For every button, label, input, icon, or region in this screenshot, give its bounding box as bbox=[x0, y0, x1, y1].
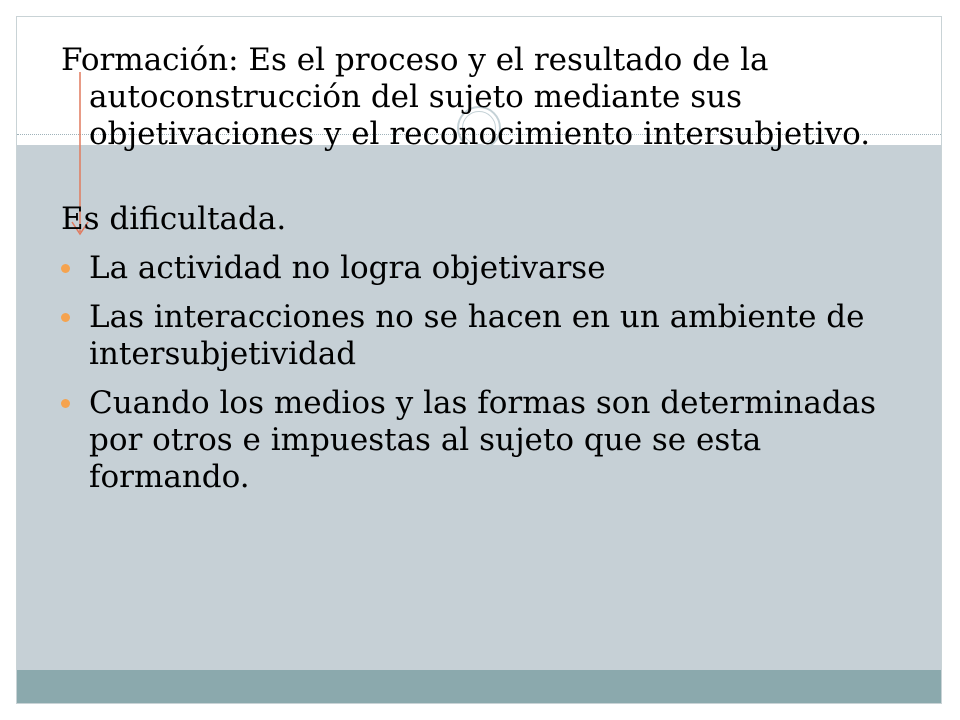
bullet-list bbox=[61, 250, 901, 496]
subheading: Es dificultada. bbox=[61, 201, 287, 237]
list-item bbox=[61, 299, 901, 373]
bullet-dot-icon bbox=[61, 313, 70, 322]
intro-paragraph: Formación: Es el proceso y el resultado de la autoconstrucción del sujeto mediante sus objetivaciones y el reconocimiento intersubjetivo. bbox=[61, 42, 871, 152]
bullet-dot-icon bbox=[61, 264, 70, 273]
list-item bbox=[61, 385, 901, 496]
list-item-text: La actividad no logra objetivarse bbox=[89, 250, 606, 286]
list-item-text: Cuando los medios y las formas son determinadas por otros e impuestas al sujeto que se esta formando. bbox=[89, 385, 877, 495]
list-item-text: Las interacciones no se hacen en un ambiente de intersubjetividad bbox=[89, 299, 865, 372]
list-item bbox=[61, 250, 901, 287]
slide-content bbox=[61, 42, 901, 496]
slide-footer-bar bbox=[17, 670, 941, 703]
bullet-dot-icon bbox=[61, 399, 70, 408]
